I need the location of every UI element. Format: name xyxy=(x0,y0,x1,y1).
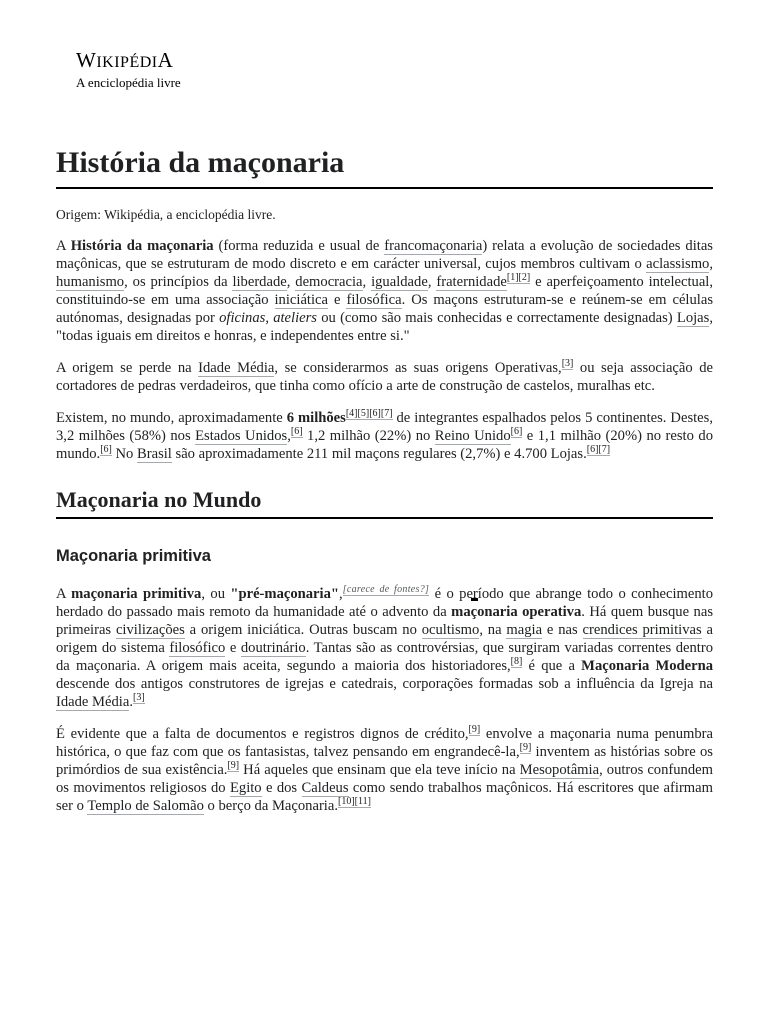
link-doutrinario[interactable]: doutrinário xyxy=(240,640,306,656)
link-reino-unido[interactable]: Reino Unido xyxy=(434,428,511,444)
ref-11[interactable]: [11] xyxy=(354,796,371,808)
link-filosofica[interactable]: filosófica xyxy=(346,292,402,308)
link-brasil[interactable]: Brasil xyxy=(137,446,172,462)
ref-8[interactable]: [8] xyxy=(510,656,523,668)
citation-needed-tag[interactable]: [carece de fontes?] xyxy=(342,584,430,596)
ref-9[interactable]: [9] xyxy=(519,742,532,754)
link-estados-unidos[interactable]: Estados Unidos xyxy=(195,428,288,444)
ref-6[interactable]: [6] xyxy=(369,408,381,420)
link-magia[interactable]: magia xyxy=(506,622,543,638)
link-aclassismo[interactable]: aclassismo xyxy=(646,256,710,272)
link-mesopotamia[interactable]: Mesopotâmia xyxy=(519,762,600,778)
link-egito[interactable]: Egito xyxy=(229,780,262,796)
paragraph-intro: A História da maçonaria (forma reduzida e usual de francomaçonaria) relata a evolução de sociedades ditas maçônicas, que se estruturam de modo discreto e em carácter universal, cujos membros cultivam o aclassismo, humanismo, os princípios da liberdade, democracia, igualdade, fraternidade[1][2] e aperfeiçoamento intelectual, constituindo-se em uma associação iniciática e filosófica. Os maçons estruturam-se e reúnem-se em células autónomas, designadas por oficinas, ateliers ou (como são mais conhecidas e correctamente designadas) Lojas, "todas iguais em direitos e honras, e independentes entre si." xyxy=(56,238,714,344)
ref-2[interactable]: [2] xyxy=(518,272,531,284)
link-civilizacoes[interactable]: civilizações xyxy=(115,622,185,638)
link-idade-media[interactable]: Idade Média xyxy=(198,360,275,376)
paragraph-evidence: É evidente que a falta de documentos e registros dignos de crédito,[9] envolve a maçonaria numa penumbra histórica, o que faz com que os fantasistas, talvez pensando em engrandecê-la,[9] inventem as histórias sobre os primórdios de sua existência.[9] Há aqueles que ensinam que ela teve início na Mesopotâmia, outros confundem os movimentos religiosos do Egito e dos Caldeus como sendo trabalhos maçônicos. Há escritores que afirmam ser o Templo de Salomão o berço da Maçonaria.[10][11] xyxy=(56,724,713,814)
link-humanismo[interactable]: humanismo xyxy=(56,274,125,290)
paragraph-origin: A origem se perde na Idade Média, se considerarmos as suas origens Operativas,[3] ou seja associação de cortadores de pedras verdadeiros, que tinha como ofício a arte de construção de castelos, muralhas etc. xyxy=(56,358,714,394)
origin-line: Origem: Wikipédia, a enciclopédia livre. xyxy=(56,207,276,222)
ref-7[interactable]: [7] xyxy=(598,444,611,456)
link-iniciatica[interactable]: iniciática xyxy=(274,292,328,308)
link-lojas[interactable]: Lojas xyxy=(676,310,710,326)
ref-6[interactable]: [6] xyxy=(510,426,523,438)
link-fraternidade[interactable]: fraternidade xyxy=(436,274,507,290)
ref-4[interactable]: [4] xyxy=(345,408,358,420)
ref-3[interactable]: [3] xyxy=(561,358,574,370)
subsection-heading-primitiva: Maçonaria primitiva xyxy=(56,547,211,565)
paragraph-primitiva: A maçonaria primitiva, ou "pré-maçonaria",[carece de fontes?] é o período que abrange todo o conhecimento herdado do passado mais remoto da humanidade até o advento da maçonaria operativa. Há quem busque nas primeiras civilizações a origem iniciática. Outras buscam no ocultismo, na magia e nas crendices primitivas a origem do sistema filosófico e doutrinário. Tantas são as controvérsias, que surgiram variadas correntes dentro da maçonaria. A origem mais aceita, segundo a maioria dos historiadores,[8] é que a Maçonaria Moderna descende dos antigos construtores de igrejas e catedrais, corporações formadas sob a influência da Igreja na Idade Média.[3] xyxy=(56,584,714,710)
link-templo-de-salomao[interactable]: Templo de Salomão xyxy=(87,798,204,814)
link-liberdade[interactable]: liberdade xyxy=(232,274,287,290)
link-idade-media[interactable]: Idade Média xyxy=(56,694,130,710)
ref-9[interactable]: [9] xyxy=(468,724,481,736)
wikipedia-logo[interactable] xyxy=(76,48,181,91)
paragraph-statistics: Existem, no mundo, aproximadamente 6 milhões[4][5][6][7] de integrantes espalhados pelos 5 continentes. Destes, 3,2 milhões (58%) nos Estados Unidos,[6] 1,2 milhão (22%) no Reino Unido[6] e 1,1 milhão (20%) no resto do mundo.[6] No Brasil são aproximadamente 211 mil maçons regulares (2,7%) e 4.700 Lojas.[6][7] xyxy=(56,408,713,462)
ref-10[interactable]: [10] xyxy=(338,796,355,808)
ref-1[interactable]: [1] xyxy=(506,272,519,284)
article-content xyxy=(56,143,713,829)
ref-5[interactable]: [5] xyxy=(357,408,370,420)
ref-6[interactable]: [6] xyxy=(100,444,112,456)
wikipedia-wordmark: WIKIPÉDIA xyxy=(76,48,174,72)
link-filosofico[interactable]: filosófico xyxy=(169,640,226,656)
link-crendices-primitivas[interactable]: crendices primitivas xyxy=(582,622,702,638)
link-democracia[interactable]: democracia xyxy=(295,274,363,290)
ref-7[interactable]: [7] xyxy=(380,408,393,420)
ref-9[interactable]: [9] xyxy=(227,760,240,772)
ref-3[interactable]: [3] xyxy=(133,692,145,704)
section-heading-mundo: Maçonaria no Mundo xyxy=(56,485,713,519)
link-ocultismo[interactable]: ocultismo xyxy=(421,622,480,638)
ref-6[interactable]: [6] xyxy=(290,426,303,438)
link-igualdade[interactable]: igualdade xyxy=(371,274,428,290)
wikipedia-tagline: A enciclopédia livre xyxy=(76,75,181,90)
link-caldeus[interactable]: Caldeus xyxy=(301,780,349,796)
link-francomaconaria[interactable]: francomaçonaria xyxy=(384,238,483,254)
page-title: História da maçonaria xyxy=(56,143,713,189)
ref-6[interactable]: [6] xyxy=(586,444,599,456)
